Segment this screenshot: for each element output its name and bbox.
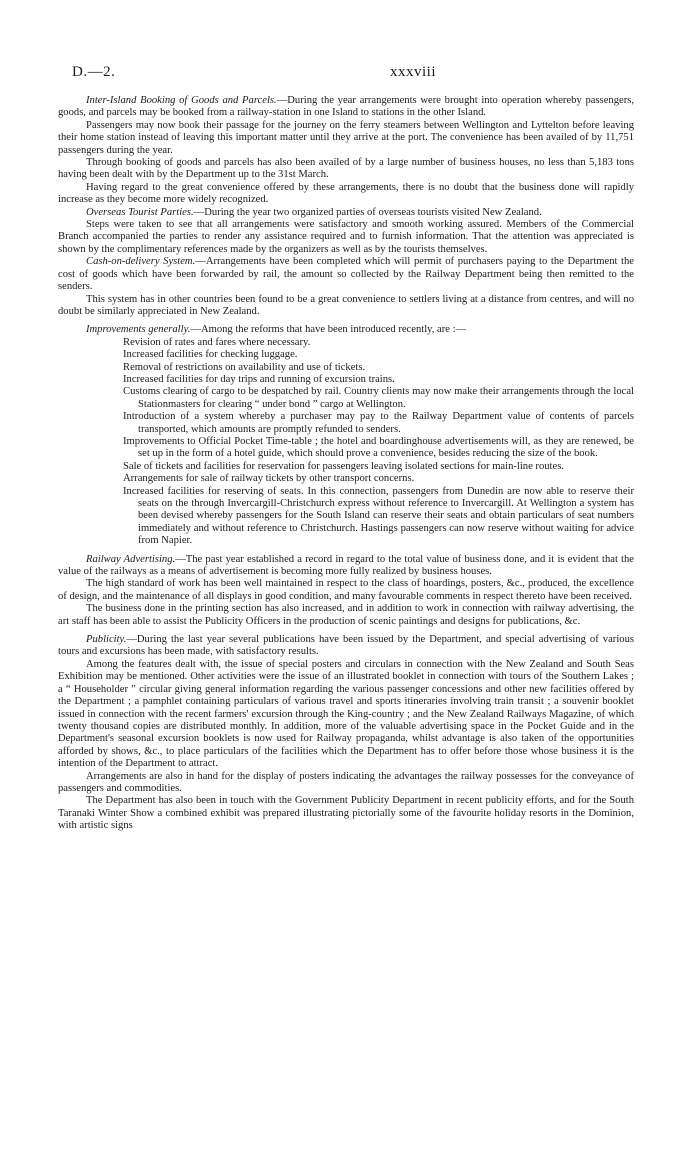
- section-heading: Publicity.: [86, 634, 127, 646]
- list-item: Improvements to Official Pocket Time-table ; the hotel and boardinghouse advertisements will, as they are renewed, be set up in the form of a hotel guide, which should prove a convenience, besides reducing the size of the book.: [123, 435, 634, 460]
- paragraph: Steps were taken to see that all arrangements were satisfactory and smooth working assured. Members of the Commercial Branch accompanied the parties to render any assistance required and to furnish information. That the attention was appreciated is shown by the complimentary references made by the organizers as well as by the tourists themselves.: [58, 219, 634, 255]
- section-heading: Overseas Tourist Parties.: [86, 206, 194, 218]
- section-heading: Improvements generally.: [86, 324, 191, 336]
- list-item: Introduction of a system whereby a purchaser may pay to the Railway Department value of contents of parcels transported, which amounts are promptly refunded to senders.: [123, 411, 634, 435]
- paragraph-text: —Arrangements have been completed which will permit of purchasers paying to the Department the cost of goods which have been forwarded by rail, the amount so collected by the Railway Department being then remitted to the senders.: [58, 256, 634, 293]
- paragraph-text: —Among the reforms that have been introduced recently, are :—: [190, 324, 467, 336]
- paragraph: Through booking of goods and parcels has also been availed of by a large number of business houses, no less than 5,183 tons having been dealt with by the Department up to the 31st March.: [58, 157, 634, 181]
- paragraph: The Department has also been in touch with the Government Publicity Department in recent publicity efforts, and for the South Taranaki Winter Show a combined exhibit was prepared illustrating pictorially some of the favourite holiday resorts in the Dominion, with artistic signs: [58, 795, 634, 832]
- list-item: Increased facilities for day trips and running of excursion trains.: [123, 373, 395, 385]
- list-item: Customs clearing of cargo to be despatched by rail. Country clients may now make their arrangements through the local Stationmasters for clearing “ under bond ” cargo at Wellington.: [123, 386, 634, 410]
- paragraph: This system has in other countries been found to be a great convenience to settlers living at a distance from centres, and will no doubt be similarly appreciated in New Zealand.: [58, 293, 634, 317]
- paragraph: [58, 207, 634, 219]
- section-heading: Railway Advertising.: [86, 553, 176, 565]
- section-heading: Inter-Island Booking of Goods and Parcels.: [86, 95, 277, 106]
- paragraph-text: —The past year established a record in regard to the total value of business done, and it is evident that the value of the railways as a means of advertisement is becoming more fully realized by business houses.: [58, 553, 634, 578]
- list-item: Sale of tickets and facilities for reservation for passengers leaving isolated sections for main-line routes.: [123, 460, 564, 472]
- paragraph: [58, 256, 634, 293]
- paragraph: Passengers may now book their passage for the journey on the ferry steamers between Wellington and Lyttelton before leaving their home station instead of leaving this important matter until they arrive at the port. The convenience has been availed of by 11,751 passengers during the year.: [58, 119, 634, 156]
- list-item: Arrangements for sale of railway tickets by other transport concerns.: [123, 473, 415, 485]
- paragraph: The high standard of work has been well maintained in respect to the class of hoardings, posters, &c., produced, the excellence of design, and the maintenance of all displays in good condition, and many favourable comments in respect thereto have been received.: [58, 578, 634, 602]
- paragraph-text: —During the year two organized parties of overseas tourists visited New Zealand.: [193, 206, 542, 218]
- paragraph: Having regard to the great convenience offered by these arrangements, there is no doubt that the business done will rapidly increase as they become more widely recognized.: [58, 181, 634, 206]
- improvements-list: [58, 337, 634, 548]
- paragraph: The business done in the printing section has also increased, and in addition to work in connection with railway advertising, the art staff has been able to assist the Publicity Officers in the production of scenic paintings and designs for publications, &c.: [58, 603, 634, 627]
- list-item: Increased facilities for reserving of seats. In this connection, passengers from Dunedin are now able to reserve their seats on the through Invercargill-Christchurch express without reference to Invercargill. At Wellington a system has been devised whereby passengers for the South Island can reserve their seats and obtain particulars of seat numbers immediately and without reference to Christchurch. Hastings passengers can now reserve without waiting for advice from Napier.: [123, 485, 634, 547]
- page-header: [72, 64, 632, 84]
- paragraph: [58, 634, 634, 659]
- paragraph: [58, 324, 634, 336]
- paragraph: [58, 95, 634, 120]
- section-heading: Cash-on-delivery System.: [86, 256, 196, 268]
- paragraph-text: —During the year arrangements were brought into operation whereby passengers, goods, and parcels may be booked from a railway-station in one Island to stations in the other Island.: [58, 95, 634, 119]
- paragraph-text: —During the last year several publications have been issued by the Department, and special advertising of various tours and excursions has been made, with satisfactory results.: [58, 634, 634, 658]
- page-number: xxxviii: [390, 64, 437, 80]
- report-body: [58, 95, 634, 833]
- document-reference: D.—2.: [72, 64, 116, 80]
- paragraph: Among the features dealt with, the issue of special posters and circulars in connection with the New Zealand and South Seas Exhibition may be mentioned. Other activities were the issue of an illustrated booklet in connection with tours of the Southern Lakes ; a “ Householder ” circular giving general information regarding the various passenger concessions and other new facilities offered by the Department ; a pamphlet containing particulars of various travel and sports itineraries involving train transit ; a souvenir booklet issued in connection with the recent farmers' excursion through the King-country ; and the New Zealand Railways Magazine, of which twenty thousand copies are distributed monthly. In addition, more of the valuable advertising space in the Pocket Guide and in the Department's seasonal excursion booklets is now used for Railway propaganda, whilst advantage is also taken of the opportunities afforded by shows, &c., to place particulars of the facilities which the Department has to offer before those whose business it is the intention of the Department to attract.: [58, 658, 634, 770]
- list-item: Removal of restrictions on availability and use of tickets.: [123, 361, 366, 373]
- list-item: Increased facilities for checking luggage.: [123, 349, 298, 361]
- paragraph: Arrangements are also in hand for the display of posters indicating the advantages the railway possesses for the conveyance of passengers and commodities.: [58, 770, 634, 794]
- list-item: Revision of rates and fares where necessary.: [123, 336, 311, 348]
- paragraph: [58, 554, 634, 579]
